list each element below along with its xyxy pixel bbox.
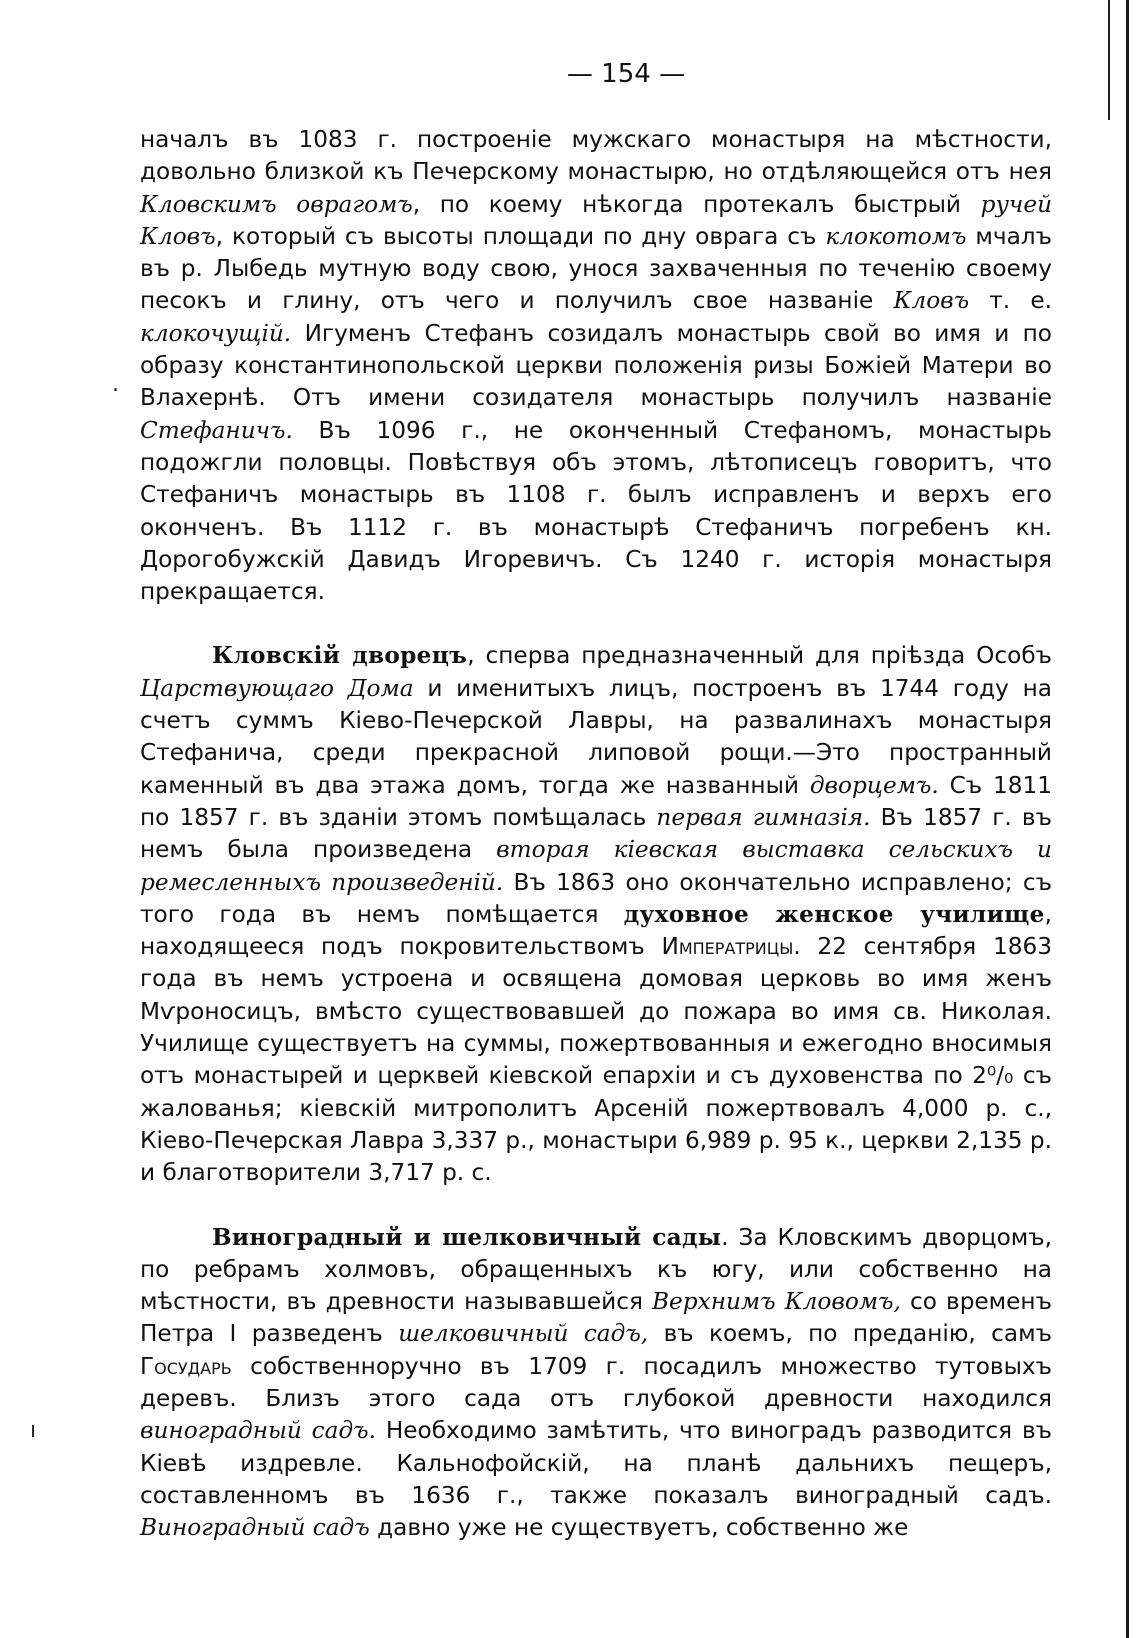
small-caps-term: Императрицы	[661, 933, 794, 961]
italic-term: Виноградный садъ	[140, 1514, 370, 1542]
paragraph-klov-palace	[140, 640, 1052, 1189]
italic-term: вторая кіевская выставка сельскихъ и ремесленныхъ произведеній.	[140, 836, 1052, 896]
text-run: , который съ высоты площади по дну оврага съ	[215, 222, 826, 250]
italic-term: клокочущій.	[140, 319, 292, 347]
text-run: давно уже не существуетъ, собственно же	[369, 1514, 909, 1542]
text-run: . 22 сентября 1863 года въ немъ устроена и освящена домовая церковь во имя женъ Мѵроносицъ, вмѣсто существовавшей до пожара во имя св. Николая. Училище существуетъ на суммы, пожертвованныя и ежегодно вносимыя отъ монастырей и церквей кіевской епархіи и съ духовенства по 2⁰/₀ съ жалованья; кіевскій митрополитъ Арсеній пожертвовалъ 4,000 р. с., Кіево-Печерская Лавра 3,337 р., монастыри 6,989 р. 95 к., церкви 2,135 р. и благотворители 3,717 р. с.	[140, 933, 1052, 1187]
italic-term: виноградный садъ.	[140, 1417, 376, 1445]
small-caps-term: Государь	[140, 1352, 232, 1380]
margin-mark: ı	[30, 1418, 37, 1443]
section-heading: Кловскій дворецъ	[212, 642, 468, 670]
margin-dot: .	[112, 372, 119, 397]
text-run: , находящееся подъ покровительствомъ	[140, 900, 1052, 961]
paragraph-monastery	[140, 124, 1052, 608]
text-run: , по коему нѣкогда протекалъ быстрый	[412, 190, 981, 218]
page-number: — 154 —	[566, 59, 686, 89]
text-run: . За Кловскимъ дворцомъ, по ребрамъ холмовъ, обращенныхъ къ югу, или собственно на мѣстности, въ древности называвшейся	[140, 1223, 1052, 1316]
italic-term: первая гимназія.	[656, 803, 871, 831]
text-run: мчалъ въ р. Лыбедь мутную воду свою, унося захваченныя по теченію своему песокъ и глину, отъ чего и получилъ свое названіе	[140, 222, 1052, 315]
italic-term: Кловскимъ оврагомъ	[140, 190, 413, 218]
text-run: Въ 1863 оно окончательно исправлено; съ того года въ немъ помѣщается	[140, 868, 1052, 928]
text-run: въ коемъ, по преданію, самъ	[648, 1320, 1052, 1348]
text-run: и именитыхъ лицъ, построенъ въ 1744 году на счетъ суммъ Кіево-Печерской Лавры, на развалинахъ монастыря Стефанича, среди прекрасной липовой рощи.—Это пространный каменный въ два этажа домъ, тогда же названный	[140, 674, 1052, 799]
text-run: Въ 1096 г., не оконченный Стефаномъ, монастырь подожгли половцы. Повѣствуя объ этомъ, лѣтописецъ говоритъ, что Стефаничъ монастырь въ 1108 г. былъ исправленъ и верхъ его оконченъ. Въ 1112 г. въ монастырѣ Стефаничъ погребенъ кн. Дорогобужскій Давидъ Игоревичъ. Съ 1240 г. исторія монастыря прекращается.	[140, 416, 1052, 606]
page-body	[140, 58, 1052, 1544]
text-run: Игуменъ Стефанъ созидалъ монастырь свой во имя и по образу константинопольской церкви положенія ризы Божіей Матери во Влахернѣ. Отъ имени созидателя монастырь получилъ названіе	[140, 319, 1052, 412]
text-run: Необходимо замѣтить, что виноградъ разводится въ Кіевѣ издревле. Кальнофойскій, на планѣ дальнихъ пещеръ, составленномъ въ 1636 г., также показалъ виноградный садъ.	[140, 1417, 1053, 1509]
paragraph-gardens	[140, 1222, 1052, 1545]
section-heading: Виноградный и шелковичный сады	[212, 1223, 722, 1251]
italic-term: Царствующаго Дома	[140, 674, 414, 702]
page-edge	[1126, 0, 1129, 1638]
italic-term: Кловъ	[893, 287, 970, 315]
text-run: Въ 1857 г. въ немъ была произведена	[140, 803, 1052, 864]
text-run: собственноручно въ 1709 г. посадилъ множество тутовыхъ деревъ. Близъ этого сада отъ глубокой древности находился	[140, 1352, 1052, 1412]
italic-term: дворцемъ.	[809, 771, 939, 799]
text-run: , сперва предназначенный для пріѣзда Особъ	[467, 642, 1052, 670]
text-run: со временъ Петра I разведенъ	[140, 1288, 1052, 1348]
italic-term: клокотомъ	[825, 222, 967, 250]
italic-term: ручей Кловъ	[140, 190, 1052, 250]
text-run: Съ 1811 по 1857 г. въ зданіи этомъ помѣщалась	[140, 771, 1053, 831]
italic-term: Стефаничъ.	[140, 416, 293, 444]
text-run: началъ въ 1083 г. построеніе мужскаго монастыря на мѣстности, довольно близкой къ Печерскому монастырю, но отдѣляющейся отъ нея	[140, 126, 1052, 186]
bold-term: духовное женское училище	[623, 900, 1045, 928]
text-run: т. е.	[969, 287, 1052, 315]
binding-mark	[1108, 0, 1110, 120]
italic-term: Верхнимъ Кловомъ,	[652, 1288, 901, 1316]
italic-term: шелковичный садъ,	[398, 1320, 649, 1348]
